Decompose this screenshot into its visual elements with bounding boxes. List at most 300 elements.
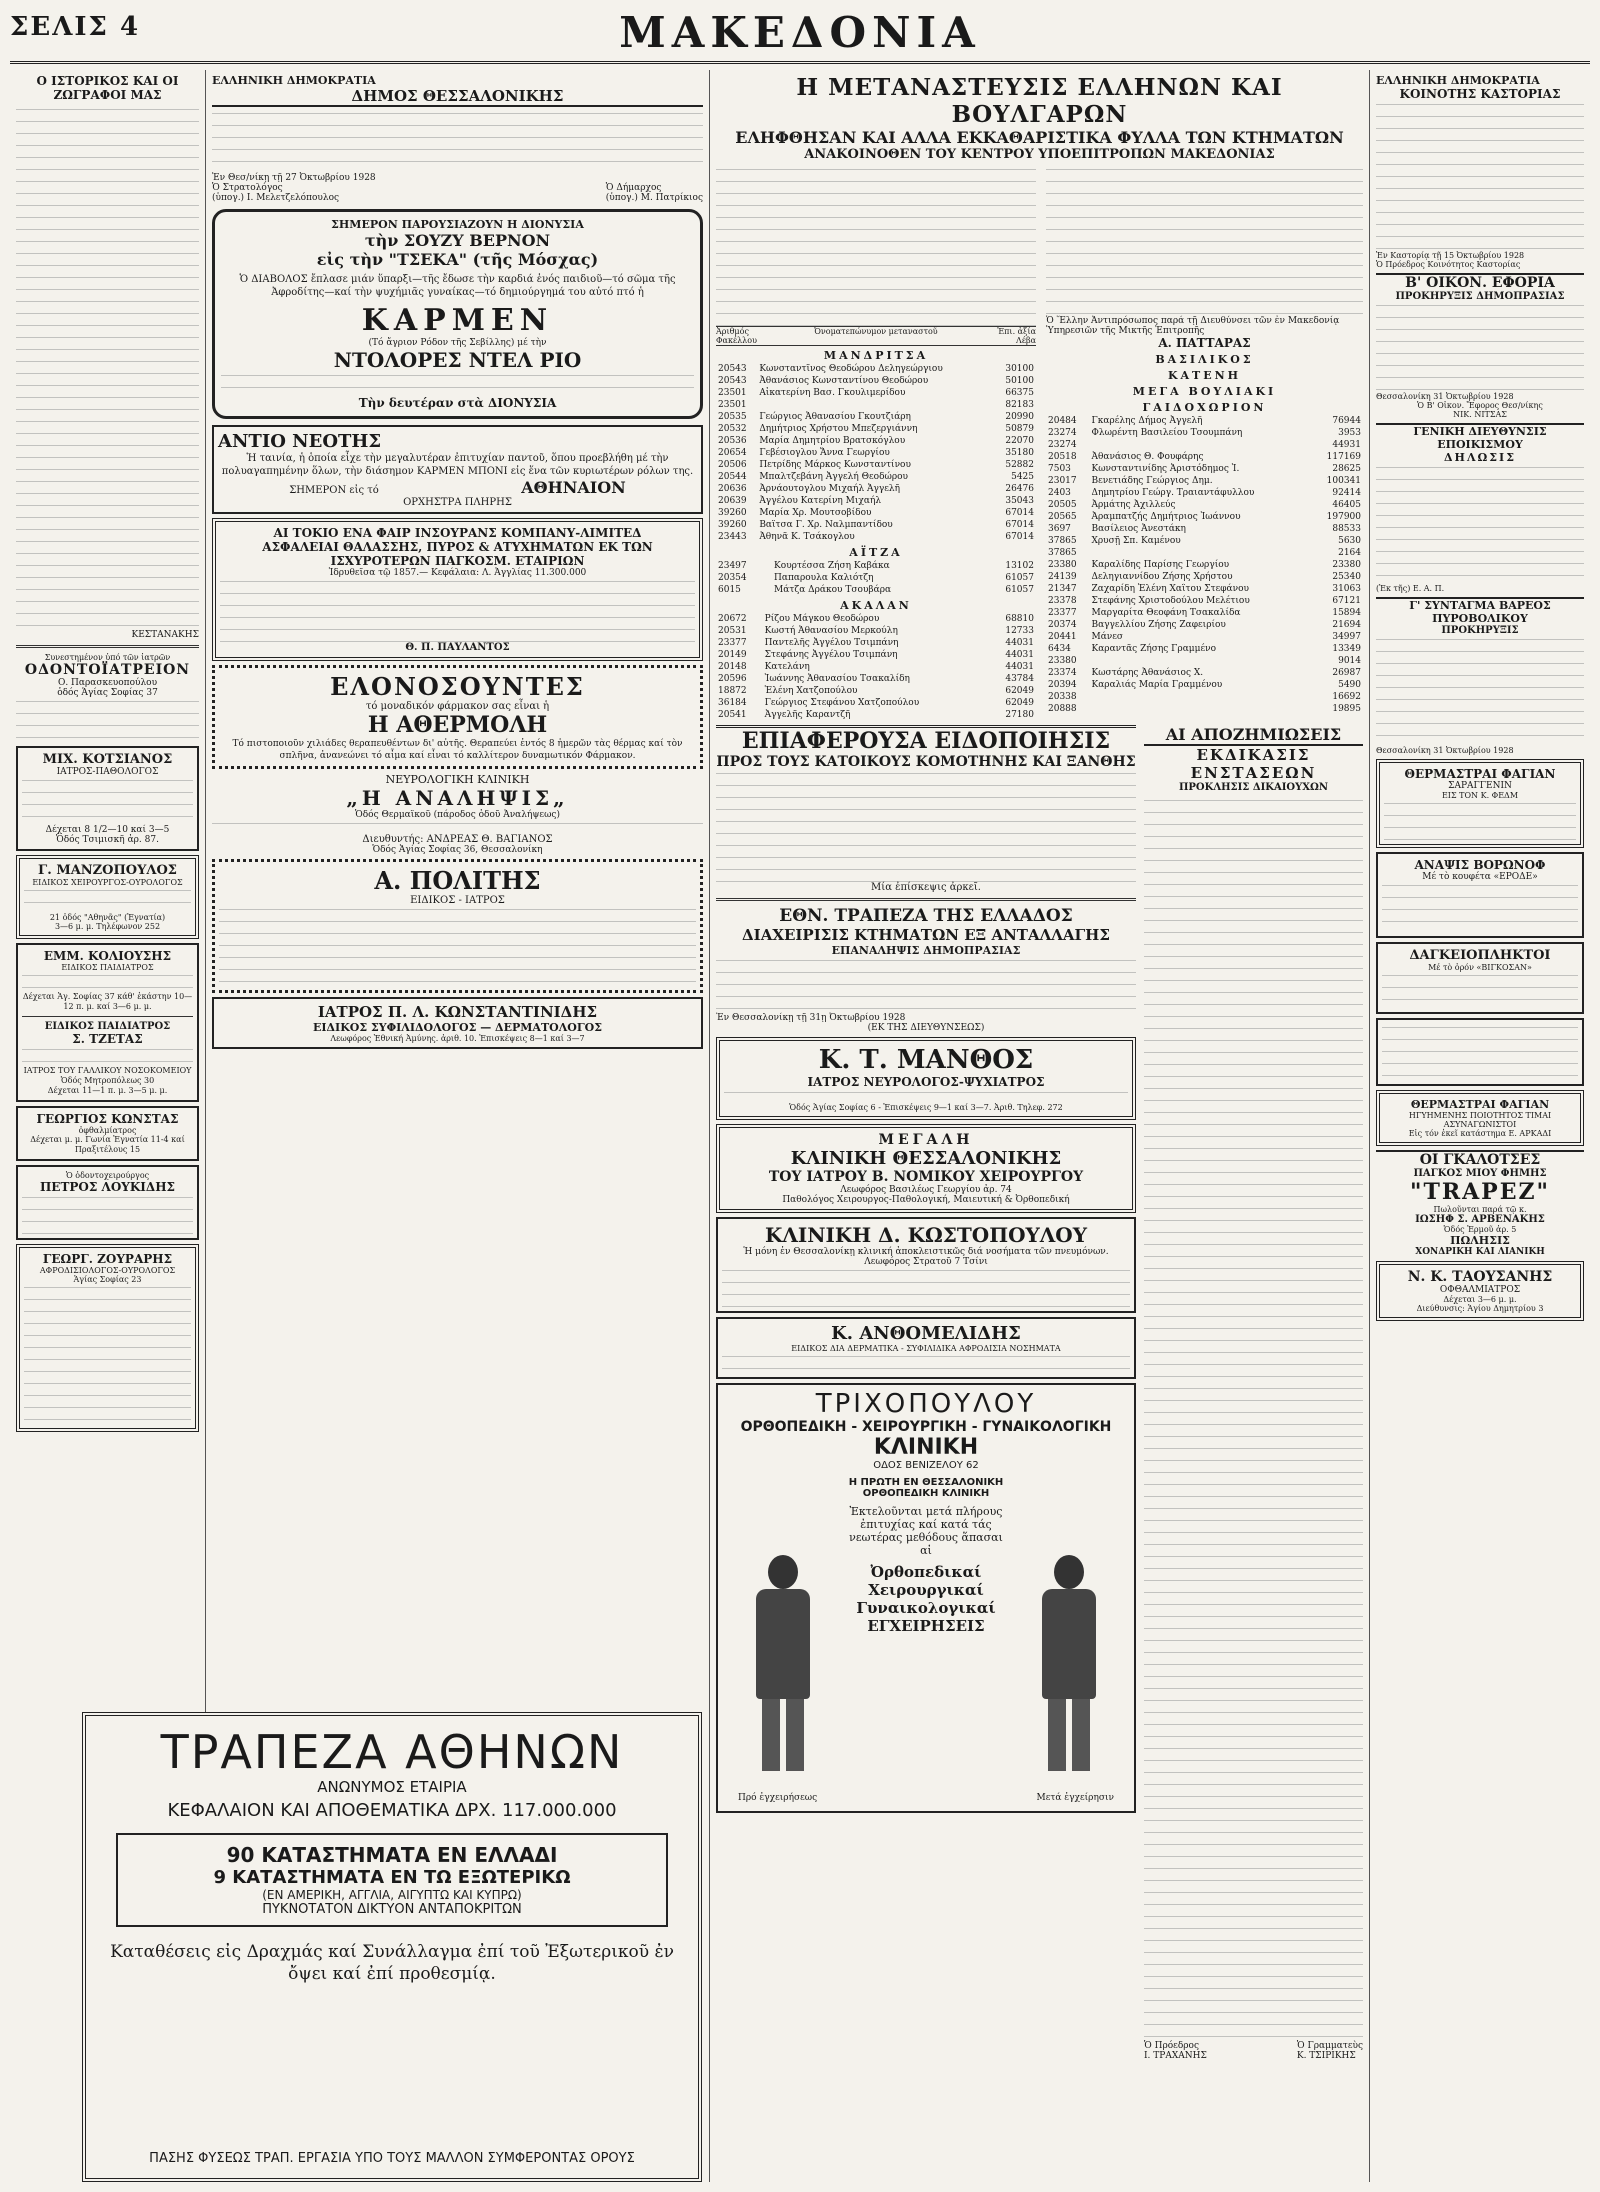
apozim-sign-left: Ὁ Πρόεδρος (1144, 2041, 1199, 2051)
cell-name: Ἀθανάσιος Θ. Φουφάρης (1091, 452, 1204, 462)
cell-value: 44031 (1005, 638, 1034, 648)
cell-file: 7503 (1048, 464, 1071, 474)
koliousis-ad (16, 943, 199, 1102)
cell-name: Μαρία Δημητρίου Βρατσκόγλου (759, 436, 906, 446)
cell-value: 62049 (1005, 698, 1034, 708)
cell-file: 23380 (1048, 560, 1077, 570)
cell-file: 20565 (1048, 512, 1077, 522)
cell-value: 5490 (1338, 680, 1361, 690)
cell-file: 20506 (718, 460, 747, 470)
table-row (716, 423, 1036, 435)
cell-value: 197900 (1326, 512, 1361, 522)
cell-file: 3697 (1048, 524, 1071, 534)
table-row (1046, 619, 1363, 631)
cell-file: 20518 (1048, 452, 1077, 462)
tokio-ad (212, 518, 703, 661)
gov-sign-left: Ὁ Στρατολόγος (212, 183, 283, 193)
table-head-value: Ἐπι. ἀξία Λέβα (997, 327, 1036, 345)
gde-sub: ΔΗΛΩΣΙΣ (1444, 451, 1516, 464)
cell-value: 28625 (1332, 464, 1361, 474)
koliousis-name: ΕΜΜ. ΚΟΛΙΟΥΣΗΣ (43, 949, 172, 963)
cell-name: Ἑλένη Χατζοπούλου (764, 686, 858, 696)
article-title: Ο ΙΣΤΟΡΙΚΟΣ ΚΑΙ ΟΙ ΖΩΓΡΑΦΟΙ ΜΑΣ (36, 74, 179, 102)
cell-file: 6015 (718, 585, 741, 595)
cell-name: Γεβέσιογλου Ἄννα Γεωργίου (759, 448, 890, 458)
table-row (716, 637, 1036, 649)
cell-name: Δημητρίου Γεώργ. Τραιαντάφυλλου (1091, 488, 1255, 498)
cell-value: 43784 (1005, 674, 1034, 684)
cell-value: 61057 (1005, 585, 1034, 595)
trichopoulos-clinic: ΚΛΙΝΙΚΗ (873, 1435, 979, 1460)
kotsianos-address: Ὁδός Τσιμισκῆ ἀρ. 87. (56, 835, 159, 845)
table-row (1046, 703, 1363, 715)
antio-body: Ἡ ταινία, ἡ ὁποία εἶχε τὴν μεγαλυτέραν ἐπιτυχίαν παντοῦ, ὅπου προεβλήθη μέ τὴν πολυαγαπημένην ὅλων, τὴν διάσημον ΚΑΡΜΕΝ ΜΠΟΝΙ εἰς ἕνα τῶν κυριωτέρων ρόλων της. (221, 453, 694, 477)
cell-name: Καραντᾶς Ζήσης Γραμμένο (1091, 644, 1217, 654)
cell-value: 66375 (1005, 388, 1034, 398)
cell-file: 20543 (718, 364, 747, 374)
cell-value: 62049 (1005, 686, 1034, 696)
odonto-text (16, 698, 199, 742)
table-row (1046, 667, 1363, 679)
cell-name (1089, 547, 1311, 559)
tzetas-head: ΕΙΔΙΚΟΣ ΠΑΙΔΙΑΤΡΟΣ (44, 1021, 171, 1032)
taousanis-hours: Δέχεται 3—6 μ. μ. (1443, 1295, 1517, 1304)
nomikos-ad (716, 1124, 1136, 1213)
trapez-name: ΙΩΣΗΦ Σ. ΑΡΒΕΝΑΚΗΣ (1415, 1214, 1545, 1225)
cell-name: Παντελῆς Ἀγγέλου Τσιμπάνη (764, 638, 899, 648)
table-row (1046, 451, 1363, 463)
konstantinidis-ad (212, 997, 703, 1049)
cell-file: 20543 (718, 376, 747, 386)
main-subtitle: ΕΛΗΦΘΗΣΑΝ ΚΑΙ ΑΛΛΑ ΕΚΚΑΘΑΡΙΣΤΙΚΑ ΦΥΛΛΑ ΤΩΝ ΚΤΗΜΑΤΩΝ (735, 128, 1344, 147)
gde-title: ΓΕΝΙΚΗ ΔΙΕΥΘΥΝΣΙΣ ΕΠΟΙΚΙΣΜΟΥ (1376, 423, 1584, 451)
table-row (716, 560, 1036, 572)
thermastrai-text (1384, 800, 1576, 840)
antio-venue-row (218, 478, 697, 497)
kotsianos-ad (16, 746, 199, 851)
cell-name: Μαρία Χρ. Μουτσοβίδου (759, 508, 872, 518)
tzetas-address: Ὁδός Μητροπόλεως 30 (60, 1076, 155, 1085)
cell-file: 23497 (718, 561, 747, 571)
ethn-sub-2: ΕΠΑΝΑΛΗΨΙΣ ΔΗΜΟΠΡΑΣΙΑΣ (831, 944, 1021, 957)
kastoria-date: Ἐν Καστορίᾳ τῇ 15 Ὀκτωβρίου 1928 (1376, 251, 1525, 260)
cell-value: 22070 (1005, 436, 1034, 446)
eforia-date: Θεσσαλονίκη 31 Ὀκτωβρίου 1928 (1376, 392, 1514, 401)
neuro-director: Διευθυντής: ΑΝΔΡΕΑΣ Θ. ΒΑΓΙΑΝΟΣ (362, 834, 553, 845)
cell-value: 35180 (1005, 448, 1034, 458)
table-row (716, 519, 1036, 531)
main-subtitle-2: ΑΝΑΚΟΙΝΟΘΕΝ ΤΟΥ ΚΕΝΤΡΟΥ ΥΠΟΕΠΙΤΡΟΠΩΝ ΜΑΚΕΔΟΝΙΑΣ (804, 147, 1275, 162)
rows-aitza-table (716, 560, 1036, 596)
after-caption: Μετά ἐγχείρησιν (1036, 1793, 1114, 1803)
cell-file: 20505 (1048, 500, 1077, 510)
syntagma-title: Γ' ΣΥΝΤΑΓΜΑ ΒΑΡΕΟΣ ΠΥΡΟΒΟΛΙΚΟΥ (1376, 597, 1584, 625)
bank-title: ΤΡΑΠΕΖΑ ΑΘΗΝΩΝ (160, 1725, 624, 1779)
cell-file: 20148 (718, 662, 747, 672)
kostopoulos-text (722, 1267, 1130, 1307)
epeig-sub: ΠΡΟΣ ΤΟΥΣ ΚΑΤΟΙΚΟΥΣ ΚΟΜΟΤΗΝΗΣ ΚΑΙ ΞΑΝΘΗΣ (716, 754, 1136, 770)
table-row (1046, 643, 1363, 655)
elon-title: ΕΛΟΝΟΣΟΥΝΤΕΣ (330, 672, 585, 701)
taousanis-role: ΟΦΘΑΛΜΙΑΤΡΟΣ (1439, 1285, 1521, 1295)
table-row (1046, 571, 1363, 583)
elon-body: Τό πιστοποιοῦν χιλιάδες θεραπευθέντων δι' αὐτῆς. Θεραπεύει ἐντός 8 ἡμερῶν τὰς θέρμας καί τὸν σπλῆνα, ἀνανεώνει τό αἷμα καί εἶναι τό καλλίτερον δυναμωτικόν Φάρμακον. (232, 739, 683, 761)
cell-name: Παπαρουλα Καλιότζη (774, 573, 874, 583)
cell-file: 20484 (1048, 416, 1077, 426)
cell-file: 20531 (718, 626, 747, 636)
kastoria-head: ΕΛΛΗΝΙΚΗ ΔΗΜΟΚΡΑΤΙΑ (1376, 74, 1540, 87)
table-row (716, 661, 1036, 673)
column-4 (1370, 70, 1590, 2182)
bank-branches-box (116, 1833, 668, 1927)
voronof-sub: Μέ τὸ κουφέτα «ΕΡΟΔΕ» (1422, 872, 1538, 882)
syntagma-text (1376, 636, 1584, 746)
table-header (716, 326, 1036, 346)
small-notice (1376, 1018, 1584, 1086)
lower-col3-left (716, 725, 1136, 2061)
politis-role: ΕΙΔΙΚΟΣ - ΙΑΤΡΟΣ (410, 895, 505, 906)
elonosountes-ad (212, 665, 703, 769)
cell-value: 26476 (1005, 484, 1034, 494)
category-katenai: ΚΑΤΕΝΗ (1167, 369, 1242, 382)
table-row (1046, 559, 1363, 571)
main-right (1046, 166, 1363, 721)
cell-name: Κατελάνη (764, 662, 810, 672)
politis-ad (212, 859, 703, 993)
cell-name: Χρυσῇ Σπ. Καμένου (1091, 536, 1181, 546)
main-title: Η ΜΕΤΑΝΑΣΤΕΥΣΙΣ ΕΛΛΗΝΩΝ ΚΑΙ ΒΟΥΛΓΑΡΩΝ (796, 74, 1283, 128)
cell-file: 20535 (718, 412, 747, 422)
table-row (716, 685, 1036, 697)
article-body-text (16, 106, 199, 626)
taousanis-address: Διεύθυνσις: Ἁγίου Δημητρίου 3 (1416, 1304, 1544, 1313)
table-row (1046, 583, 1363, 595)
cell-name: Ζαχαρίδη Ἑλένη Χαΐτου Στεφάνου (1091, 584, 1249, 594)
koliousis-address: Δέχεται Ἁγ. Σοφίας 37 κάθ' ἑκάστην 10—12 π. μ. καί 3—6 μ. μ. (22, 992, 193, 1011)
manzopoulos-name: Γ. ΜΑΝΖΟΠΟΥΛΟΣ (38, 863, 177, 878)
epeig-footer: Μία ἐπίσκεψις ἀρκεῖ. (871, 882, 981, 893)
zouraris-name: ΓΕΩΡΓ. ΖΟΥΡΑΡΗΣ (42, 1252, 173, 1266)
gov-head: ΕΛΛΗΝΙΚΗ ΔΗΜΟΚΡΑΤΙΑ (212, 74, 376, 87)
konstantinidis-name: ΙΑΤΡΟΣ Π. Λ. ΚΩΝΣΤΑΝΤΙΝΙΔΗΣ (317, 1003, 598, 1021)
konstas-hours: Δέχεται μ. μ. Γωνία Ἐγνατία 11-4 καί Πραξιτέλους 15 (30, 1135, 185, 1154)
galotses-title: ΟΙ ΓΚΑΛΟΤΣΕΣ (1376, 1150, 1584, 1168)
cell-name: Αἰκατερίνη Βασ. Γκουλιμερίδου (759, 388, 906, 398)
cell-value: 67014 (1005, 520, 1034, 530)
cell-value: 30100 (1005, 364, 1034, 374)
table-row (716, 507, 1036, 519)
cell-file: 23017 (1048, 476, 1077, 486)
cell-value: 35043 (1005, 496, 1034, 506)
trichopoulos-body: Ἐκτελοῦνται μετά πλήρους ἐπιτυχίας καί κατά τάς νεωτέρας μεθόδους ἅπασαι αἱ (849, 1505, 1003, 1557)
bank-footer: ΠΑΣΗΣ ΦΥΣΕΩΣ ΤΡΑΠ. ΕΡΓΑΣΙΑ ΥΠΟ ΤΟΥΣ ΜΑΛΛΟΝ ΣΥΜΦΕΡΟΝΤΑΣ ΟΡΟΥΣ (149, 2151, 635, 2166)
thermastrai-address: ΕΙΣ ΤΟΝ Κ. ΦΕΔΜ (1441, 791, 1519, 800)
cell-name: Καραλιάς Μαρία Γραμμένου (1091, 680, 1223, 690)
zouraris-role: ΑΦΡΟΔΙΣΙΟΛΟΓΟΣ-ΟΥΡΟΛΟΓΟΣ (39, 1266, 176, 1275)
sign-org: Ὁ Ἕλλην Ἀντιπρόσωπος παρά τῇ Διευθύνσει τῶν ἐν Μακεδονίᾳ Ὑπηρεσιῶν τῆς Μικτῆς Ἐπιτροπῆς (1046, 316, 1340, 336)
cell-name: Ἀγγελῆς Καραντζῆ (764, 710, 851, 720)
cell-file: 23377 (718, 638, 747, 648)
konstas-name: ΓΕΩΡΓΙΟΣ ΚΩΝΣΤΑΣ (36, 1112, 179, 1126)
after-surgery-figure (1024, 1555, 1114, 1775)
dionysia-star: τὴν ΣΟΥΖΥ ΒΕΡΝΟΝ (364, 231, 551, 250)
cell-name: Ἀθανάσιος Κωνσταντίνου Θεοδώρου (759, 376, 929, 386)
thermastrai-sub: ΣΑΡΑΓΓΕΝΙΝ (1448, 781, 1512, 791)
cell-file: 23380 (1048, 656, 1077, 666)
category-gaidochorion: ΓΑΙΔΟΧΩΡΙΟΝ (1142, 401, 1267, 414)
cell-value: 67014 (1005, 532, 1034, 542)
bank-stores-abroad: 9 ΚΑΤΑΣΤΗΜΑΤΑ ΕΝ ΤΩ ΕΞΩΤΕΡΙΚΩ (213, 1867, 571, 1888)
kastoria-text (1376, 101, 1584, 251)
taousanis-name: Ν. Κ. ΤΑΟΥΣΑΝΗΣ (1407, 1269, 1553, 1285)
syntagma-sub: ΠΡΟΚΗΡΥΞΙΣ (1441, 625, 1519, 636)
table-row (1046, 607, 1363, 619)
cell-value: 23380 (1332, 560, 1361, 570)
fagian-2-sub: ΗΓΥΗΜΕΝΗΣ ΠΟΙΟΤΗΤΟΣ ΤΙΜΑΙ ΑΣΥΝΑΓΩΝΙΣΤΟΙ (1408, 1111, 1552, 1129)
cell-file: 20636 (718, 484, 747, 494)
fagian-2-ad (1376, 1090, 1584, 1146)
eforia-sub: ΠΡΟΚΗΡΥΞΙΣ ΔΗΜΟΠΡΑΣΙΑΣ (1395, 291, 1565, 302)
galotses-sub: ΠΑΓΚΟΣ ΜΙΟΥ ΦΗΜΗΣ (1413, 1168, 1547, 1179)
dionysia-text (221, 372, 694, 396)
table-row (1046, 547, 1363, 559)
apozim-text (1144, 797, 1363, 2037)
cell-value: 68810 (1005, 614, 1034, 624)
category-mega-vouliaki: ΜΕΓΑ ΒΟΥΛΙΑΚΙ (1132, 385, 1277, 398)
cell-name: Μπαλτζεβάνη Ἀγγελή Θεοδώρου (759, 472, 909, 482)
trichopoulos-address: ΟΔΟΣ ΒΕΝΙΖΕΛΟΥ 62 (873, 1460, 979, 1471)
politis-text (219, 906, 696, 986)
cell-name: Ἀρμάτης Ἀχιλλεύς (1091, 500, 1176, 510)
cell-value: 31063 (1332, 584, 1361, 594)
table-row (716, 613, 1036, 625)
cell-file: 20672 (718, 614, 747, 624)
cell-value: 12733 (1005, 626, 1034, 636)
cell-name: Ἀρνάουτογλου Μιχαήλ Ἀγγελῆ (759, 484, 901, 494)
main-right-text (1046, 166, 1363, 316)
table-row (716, 459, 1036, 471)
lower-col3 (716, 725, 1363, 2061)
voronof-text (1382, 882, 1578, 932)
loukidis-text (22, 1194, 193, 1234)
apozim-signatures (1144, 2041, 1363, 2061)
table-row (1046, 439, 1363, 451)
politis-name: Α. ΠΟΛΙΤΗΣ (374, 866, 541, 895)
carmen-sub: (Τό ἄγριον Ρόδον τῆς Σεβίλλης) μέ τὴν (368, 338, 547, 348)
cell-file: 20639 (718, 496, 747, 506)
cell-name: Μάνεσ (1091, 632, 1124, 642)
eforia-name: ΝΙΚ. ΝΙΤΣΑΣ (1453, 410, 1507, 419)
odonto-title: ΟΔΟΝΤΟΪΑΤΡΕΙΟΝ (24, 662, 191, 678)
cell-file: 20532 (718, 424, 747, 434)
table-row (1046, 679, 1363, 691)
epeig-text (716, 770, 1136, 882)
manthos-ad (716, 1037, 1136, 1120)
bank-stores-greece: 90 ΚΑΤΑΣΤΗΜΑΤΑ ΕΝ ΕΛΛΑΔΙ (226, 1843, 558, 1867)
cell-file: 39260 (718, 508, 747, 518)
taousanis-ad (1376, 1261, 1584, 1321)
cell-value: 19895 (1332, 704, 1361, 714)
trichopoulos-ad (716, 1383, 1136, 1813)
cell-name: Μάτζα Δράκου Τσουβάρα (774, 585, 892, 595)
voronof-title: ΑΝΑΨΙΣ ΒΟΡΩΝΟΦ (1414, 858, 1546, 872)
apozim-title: ΑΙ ΑΠΟΖΗΜΙΩΣΕΙΣ (1144, 725, 1363, 746)
eforia-text (1376, 302, 1584, 392)
apozim-sub: ΕΚΔΙΚΑΣΙΣ ΕΝΣΤΑΣΕΩΝ (1190, 746, 1317, 782)
neuro-text (212, 820, 703, 834)
category-basilikos: ΒΑΣΙΛΙΚΟΣ (1155, 353, 1254, 366)
divider (716, 898, 1136, 901)
gov-sign-right-name: (ὑπογ.) Μ. Πατρίκιος (605, 193, 703, 203)
tokio-agent: Θ. Π. ΠΑΥΛΑΝΤΟΣ (405, 642, 510, 653)
kostopoulos-address: Λεωφόρος Στρατοῦ 7 Τσίνι (864, 1257, 988, 1267)
cell-value: 44031 (1005, 662, 1034, 672)
dionysia-body: Ὁ ΔΙΑΒΟΛΟΣ ἔπλασε μιάν ὕπαρξι—τῆς ἔδωσε τὴν καρδιά ἑνός παιδιοῦ—τό σῶμα τῆς Ἀφροδίτης—καί τὴν ψυχήμιᾶς γυναίκας—τό δημιούργημά του αὐτό πτό ἡ (239, 274, 676, 298)
ethn-text (716, 957, 1136, 1013)
cell-file: 20394 (1048, 680, 1077, 690)
cell-value: 3953 (1338, 428, 1361, 438)
bank-stores-list: (ΕΝ ΑΜΕΡΙΚΗ, ΑΓΓΛΙΑ, ΑΙΓΥΠΤΩ ΚΑΙ ΚΥΠΡΩ) (262, 1888, 522, 1902)
sign-name: Α. ΠΑΤΤΑΡΑΣ (1158, 336, 1251, 350)
cell-value: 88533 (1332, 524, 1361, 534)
antio-where: ΣΗΜΕΡΟΝ εἰς τό (289, 485, 379, 496)
manthos-role: ΙΑΤΡΟΣ ΝΕΥΡΟΛΟΓΟΣ-ΨΥΧΙΑΤΡΟΣ (807, 1075, 1045, 1089)
cell-value: 26987 (1332, 668, 1361, 678)
gov-date: Ἐν Θεσ/νίκῃ τῇ 27 Ὀκτωβρίου 1928 (212, 173, 376, 183)
cell-name: Γκαρέλης Δήμος Ἀγγελῆ (1091, 416, 1203, 426)
cell-name: Κουρτέσσα Ζήση Καβάκα (774, 561, 890, 571)
article-byline: ΚΕΣΤΑΝΑΚΗΣ (131, 630, 199, 640)
table-head-file: Ἀριθμός Φακέλλου (716, 327, 757, 345)
table-row (716, 572, 1036, 584)
table-row (1046, 691, 1363, 703)
table-row (716, 471, 1036, 483)
main-article (716, 166, 1363, 721)
daggeio-sub: Μέ τὸ ὀρόν «ΒΙΓΚΟΣΑΝ» (1428, 963, 1532, 972)
cell-file: 20354 (718, 573, 747, 583)
tzetas-text (22, 1046, 193, 1066)
neuro-name: „Η ΑΝΑΛΗΨΙΣ„ (346, 786, 569, 810)
cell-name: Γεώργιος Στεφάνου Χατζοπούλου (764, 698, 920, 708)
table-row (716, 399, 1036, 411)
cell-value: 9014 (1338, 656, 1361, 666)
loukidis-role: Ὁ ὀδοντοχειρούργος (65, 1171, 150, 1180)
table-row (716, 375, 1036, 387)
trichopoulos-first: Η ΠΡΩΤΗ ΕΝ ΘΕΣΣΑΛΟΝΙΚΗ ΟΡΘΟΠΕΔΙΚΗ ΚΛΙΝΙΚΗ (848, 1477, 1004, 1499)
gov-sign-right: Ὁ Δήμαρχος (605, 183, 662, 193)
cell-file: 23378 (1048, 596, 1077, 606)
tokio-sub: ΑΣΦΑΛΕΙΑΙ ΘΑΛΑΣΣΗΣ, ΠΥΡΟΣ & ΑΤΥΧΗΜΑΤΩΝ ΕΚ ΤΩΝ ΙΣΧΥΡΟΤΕΡΩΝ ΠΑΓΚΟΣΜ. ΕΤΑΙΡΙΩΝ (262, 540, 653, 568)
konstas-role: ὀφθαλμίατρος (78, 1126, 137, 1135)
cell-value: 61057 (1005, 573, 1034, 583)
table-row (716, 673, 1036, 685)
table-row (716, 435, 1036, 447)
manthos-name: Κ. Τ. ΜΑΝΘΟΣ (818, 1045, 1034, 1075)
dionysia-monday: Τὴν δευτέραν στὰ ΔΙΟΝΥΣΙΑ (358, 396, 557, 410)
table-row (716, 625, 1036, 637)
koliousis-text (22, 972, 193, 992)
table-head-name: Ὀνοματεπώνυμον μεταναστοῦ (814, 327, 938, 336)
manthos-address: Ὁδός Ἁγίας Σοφίας 6 - Ἐπισκέψεις 9—1 καί 3—7. Ἀριθ. Τηλεφ. 272 (789, 1103, 1063, 1112)
cell-name (1089, 655, 1311, 667)
cell-name: Στεφάνης Ἀγγέλου Τσιμπάνη (764, 650, 898, 660)
table-row (1046, 463, 1363, 475)
carmen-title: ΚΑΡΜΕΝ (361, 303, 554, 338)
nomikos-spec: Παθολόγος Χειρουργος-Παθολογική, Μαιευτική & Ὀρθοπεδική (782, 1195, 1070, 1205)
cell-name: Βαγγελλίου Ζήσης Ζαφειρίου (1091, 620, 1226, 630)
cell-file: 20596 (718, 674, 747, 684)
cell-value: 15894 (1332, 608, 1361, 618)
manthos-text (724, 1089, 1128, 1103)
kostopoulos-ad (716, 1217, 1136, 1313)
bank-network: ΠΥΚΝΟΤΑΤΟΝ ΔΙΚΤΥΟΝ ΑΝΤΑΠΟΚΡΙΤΩΝ (262, 1902, 522, 1917)
gov-signatures (212, 183, 703, 203)
tokio-text (220, 578, 695, 642)
daggeio-text (1382, 972, 1578, 1008)
dionysia-ad (212, 209, 703, 419)
cell-file: 37865 (1048, 548, 1077, 558)
tokio-founded: Ἱδρυθεῖσα τῷ 1857.— Κεφάλαια: Λ. Ἀγγλίας 11.300.000 (328, 568, 587, 578)
trapez-address: Ὁδός Ἑρμοῦ ἀρ. 5 (1443, 1225, 1517, 1234)
cell-file: 6434 (1048, 644, 1071, 654)
cell-name: Ἰωάννης Ἀθανασίου Τσακαλίδη (764, 674, 910, 684)
before-surgery-figure (738, 1555, 828, 1775)
syntagma-date: Θεσσαλονίκη 31 Ὀκτωβρίου 1928 (1376, 746, 1514, 755)
cell-file: 36184 (718, 698, 747, 708)
cell-name: Δημήτριος Χρήστου Μπεζεργιάννη (759, 424, 918, 434)
antio-ad (212, 425, 703, 514)
table-row (1046, 511, 1363, 523)
gde-text (1376, 464, 1584, 584)
kotsianos-text (22, 777, 193, 825)
ethn-title: ΕΘΝ. ΤΡΑΠΕΖΑ ΤΗΣ ΕΛΛΑΔΟΣ (779, 906, 1073, 926)
category-akalan: ΑΚΑΛΑΝ (840, 599, 912, 612)
tokio-title: ΑΙ ΤΟΚΙΟ ΕΝΑ ΦΑΙΡ ΙΝΣΟΥΡΑΝΣ ΚΟΜΠΑΝΥ-ΛΙΜΙΤΕΔ (273, 526, 642, 540)
cell-name: Κωστή Ἀθανασίου Μερκούλη (764, 626, 898, 636)
main-left (716, 166, 1036, 721)
cell-value: 44031 (1005, 650, 1034, 660)
cell-file: 20536 (718, 436, 747, 446)
epeig-title: ΕΠΙΑΦΕΡΟΥΣΑ ΕΙΔΟΠΟΙΗΣΙΣ (716, 725, 1136, 754)
cell-file: 23443 (718, 532, 747, 542)
cell-name: Βενετιάδης Γεώργιος Δημ. (1091, 476, 1213, 486)
table-row (1046, 595, 1363, 607)
apozim-sub-2: ΠΡΟΚΛΗΣΙΣ ΔΙΚΑΙΟΥΧΩΝ (1178, 782, 1329, 793)
table-row (1046, 487, 1363, 499)
anthomelidis-name: Κ. ΑΝΘΟΜΕΛΙΔΗΣ (831, 1323, 1021, 1344)
masthead (10, 6, 1590, 64)
del-rio: ΝΤΟΛΟΡΕΣ ΝΤΕΛ ΡΙΟ (333, 348, 582, 372)
gov-title: ΔΗΜΟΣ ΘΕΣΣΑΛΟΝΙΚΗΣ (212, 87, 703, 107)
cell-name: Φλωρέντη Βασιλείου Τσουμπάνη (1091, 428, 1243, 438)
manzopoulos-ad (16, 855, 199, 939)
cell-name: Ἀγγέλου Κατερίνη Μιχαήλ (759, 496, 882, 506)
antio-venue: ΑΘΗΝΑΙΟΝ (521, 478, 626, 497)
nomikos-address: Λεωφόρος Βασιλέως Γεωργίου ἀρ. 74 (840, 1185, 1012, 1195)
cell-name: Καραλίδης Παρίσης Γεωργίου (1091, 560, 1230, 570)
table-row (716, 483, 1036, 495)
cell-file: 20338 (1048, 692, 1077, 702)
gov-sign-left-name: (ὑπογ.) Ι. Μελετζελόπουλος (212, 193, 340, 203)
loukidis-name: ΠΕΤΡΟΣ ΛΟΥΚΙΔΗΣ (39, 1180, 176, 1194)
table-row (716, 387, 1036, 399)
nomikos-doctor: ΤΟΥ ΙΑΤΡΟΥ Β. ΝΟΜΙΚΟΥ ΧΕΙΡΟΥΡΓΟΥ (768, 1169, 1084, 1185)
daggeio-title: ΔΑΓΚΕΙΟΠΛΗΚΤΟΙ (1409, 948, 1551, 963)
cell-name: Ἀραμπατζής Δημήτριος Ἰωάννου (1091, 512, 1241, 522)
cell-name (1089, 439, 1311, 451)
voronof-ad (1376, 852, 1584, 938)
kastoria-title: ΚΟΙΝΟΤΗΣ ΚΑΣΤΟΡΙΑΣ (1399, 87, 1561, 101)
